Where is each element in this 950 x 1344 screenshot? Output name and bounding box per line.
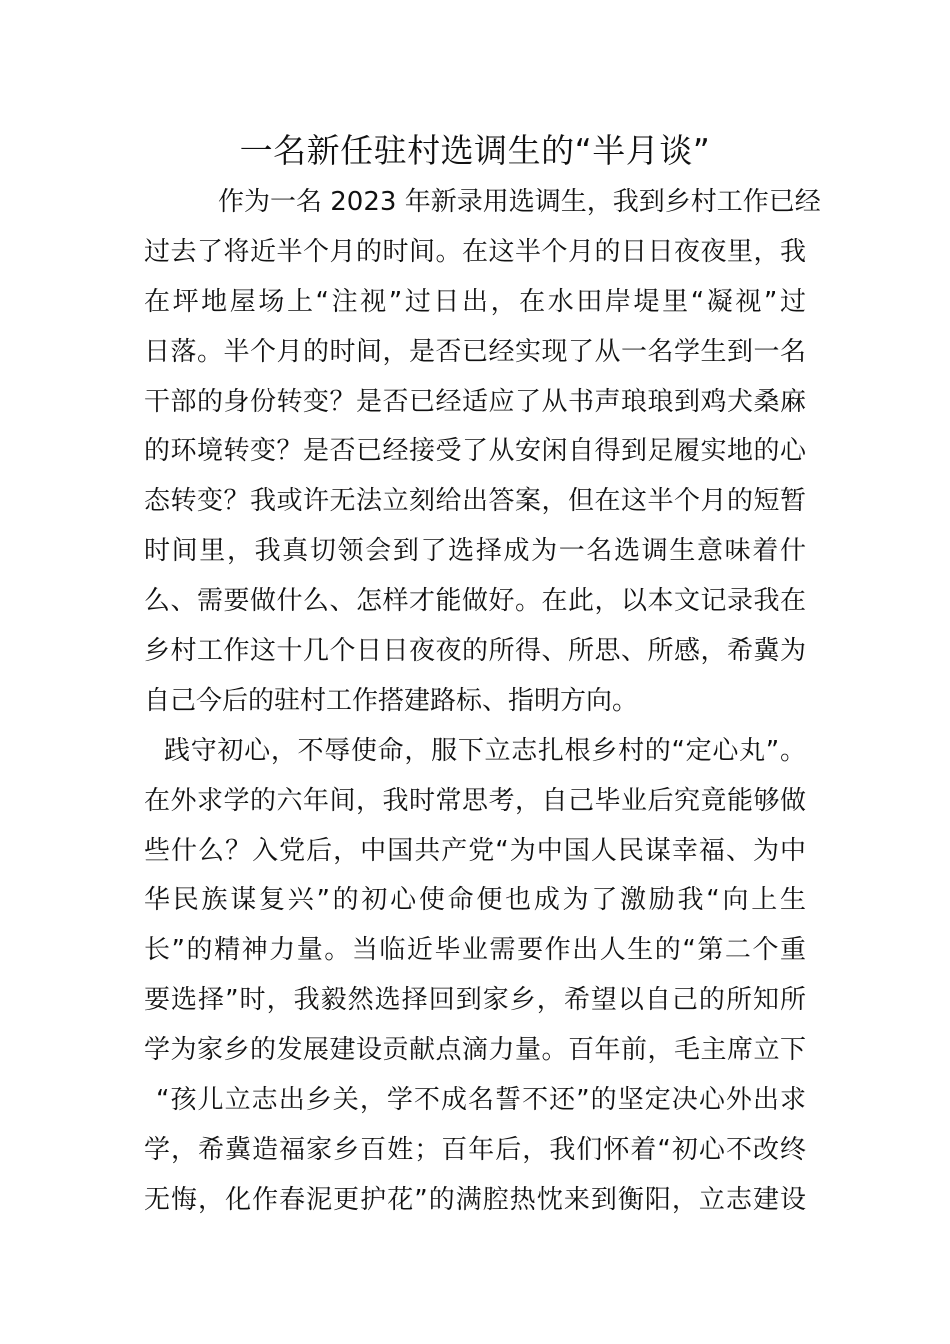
text-line: 长”的精神力量。当临近毕业需要作出人生的“第二个重 bbox=[144, 935, 806, 966]
text-line: 的环境转变？是否已经接受了从安闲自得到足履实地的心 bbox=[144, 436, 806, 467]
text-line: 干部的身份转变？是否已经适应了从书声琅琅到鸡犬桑麻 bbox=[144, 386, 806, 417]
text-line: 日落。半个月的时间，是否已经实现了从一名学生到一名 bbox=[144, 336, 806, 367]
text-line: 时间里，我真切领会到了选择成为一名选调生意味着什 bbox=[144, 536, 806, 567]
text-line: 华民族谋复兴”的初心使命便也成为了激励我“向上生 bbox=[144, 885, 806, 916]
text-line: 在外求学的六年间，我时常思考，自己毕业后究竟能够做 bbox=[144, 785, 806, 816]
text-line: 要选择”时，我毅然选择回到家乡，希望以自己的所知所 bbox=[144, 985, 806, 1016]
text-line: “孩儿立志出乡关，学不成名誓不还”的坚定决心外出求 bbox=[156, 1085, 806, 1116]
text-line: 过去了将近半个月的时间。在这半个月的日日夜夜里，我 bbox=[144, 236, 806, 267]
text-line: 践守初心，不辱使命，服下立志扎根乡村的“定心丸”。 bbox=[164, 735, 806, 766]
text-line: 态转变？我或许无法立刻给出答案，但在这半个月的短暂 bbox=[144, 486, 806, 517]
text-line: 自己今后的驻村工作搭建路标、指明方向。 bbox=[144, 685, 639, 716]
text-line: 么、需要做什么、怎样才能做好。在此，以本文记录我在 bbox=[144, 586, 806, 617]
text-line: 学，希冀造福家乡百姓；百年后，我们怀着“初心不改终 bbox=[144, 1134, 806, 1165]
paragraph-2 bbox=[144, 727, 806, 1226]
document-title: 一名新任驻村选调生的“半月谈” bbox=[239, 131, 711, 170]
document-body bbox=[144, 178, 821, 1226]
text-line: 作为一名 2023 年新录用选调生，我到乡村工作已经 bbox=[218, 187, 821, 217]
text-line: 乡村工作这十几个日日夜夜的所得、所思、所感，希冀为 bbox=[144, 636, 806, 667]
text-line: 无悔，化作春泥更护花”的满腔热忱来到衡阳，立志建设 bbox=[144, 1184, 806, 1215]
text-line: 在坪地屋场上“注视”过日出，在水田岸堤里“凝视”过 bbox=[144, 286, 806, 317]
text-line: 些什么？入党后，中国共产党“为中国人民谋幸福、为中 bbox=[144, 835, 806, 866]
text-line: 学为家乡的发展建设贡献点滴力量。百年前，毛主席立下 bbox=[144, 1035, 806, 1066]
paragraph-1 bbox=[144, 178, 821, 727]
